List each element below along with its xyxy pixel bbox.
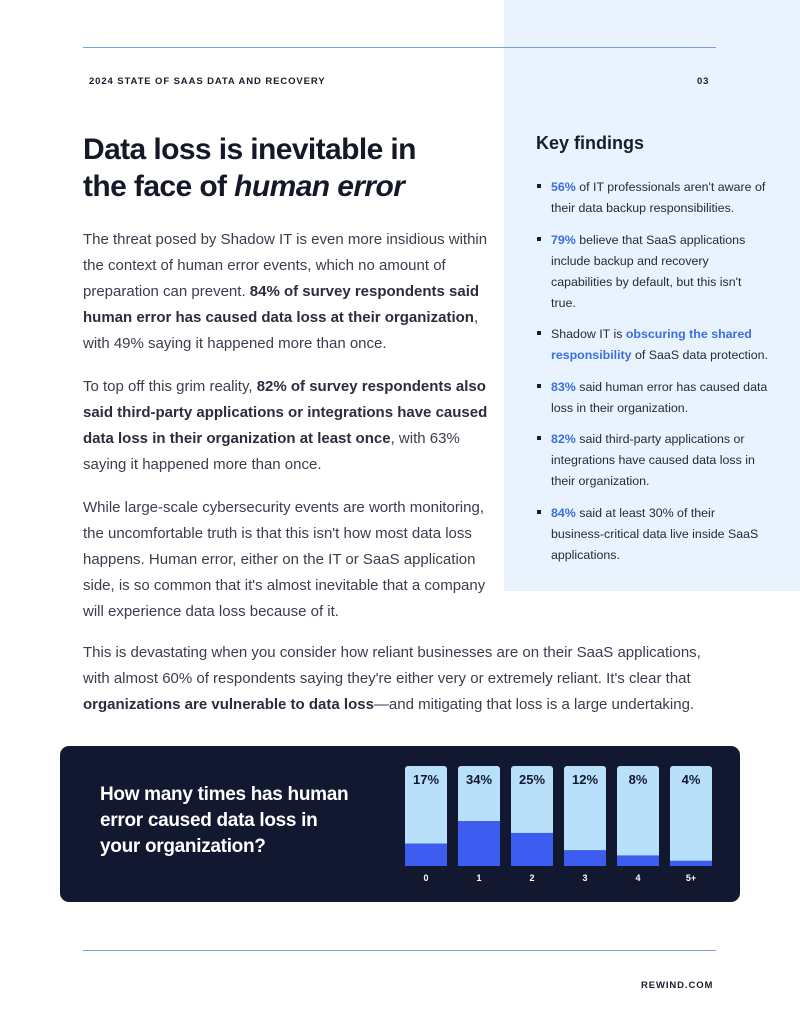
headline-line-2: the face of [83,170,235,203]
finding-item: Shadow IT is obscuring the shared responsibility of SaaS data protection. [537,324,769,366]
p4-tail: —and mitigating that loss is a large undertaking. [373,696,695,713]
finding-highlight: 82% [551,432,576,446]
p1-text: The threat posed by Shadow IT is even more insidious within the context of human error events, which no amount of preparation can prevent. [83,231,488,300]
p1-tail: , with 49% saying it happened more than once. [83,309,479,352]
x-tick-label: 2 [529,873,535,883]
footer-site: REWIND.COM [641,980,714,991]
bar-5+ [670,861,712,866]
finding-highlight: 84% [551,505,576,520]
headline-emphasis: human error [234,170,405,203]
finding-highlight: 79% [551,232,576,247]
bar-chart [405,764,725,889]
paragraph-1 [83,227,493,357]
report-title: 2024 STATE OF SAAS DATA AND RECOVERY [89,76,326,87]
paragraph-3: While large-scale cybersecurity events are worth monitoring, the uncomfortable truth is that this isn't how most data loss happens. Human error, either on the IT or SaaS application side, is so common that it's almost inevitable that a company will experience data loss because of it. [83,499,486,620]
key-findings-title: Key findings [536,133,645,153]
finding-highlight: 56% [551,180,576,194]
bar-value-label: 17% [412,772,440,787]
body-text [83,227,493,642]
key-findings-list [537,177,769,576]
x-tick-label: 0 [423,873,429,883]
bar-value-label: 4% [681,772,701,787]
bar-4 [617,855,659,866]
paragraph-2 [83,374,493,478]
p4-text: This is devastating when you consider how reliant businesses are on their SaaS applications, with almost 60% of respondents saying they're either very or extremely reliant. It's clear that [83,644,701,687]
finding-item: 56% of IT professionals aren't aware of their data backup responsibilities. [537,177,769,219]
p2-text: To top off this grim reality, [83,378,257,395]
bar-value-label: 25% [518,772,546,787]
p2-bold: 82% of survey respondents also said third-party applications or integrations have caused data loss in their organization at least once [83,378,488,447]
page-number: 03 [697,76,710,87]
bar-value-label: 34% [465,772,493,787]
finding-item: 79% believe that SaaS applications include backup and recovery capabilities by default, but this isn't true. [537,230,769,314]
chart-title: How many times has human error caused data loss in your organization? [100,784,349,857]
page-headline [83,131,483,205]
x-tick-label: 3 [582,873,588,883]
chart-card [60,746,740,902]
p2-tail: , with 63% saying it happened more than once. [83,430,460,473]
bar-2 [511,833,553,866]
bar-3 [564,850,606,866]
headline-line-1: Data loss is inevitable in [83,133,416,166]
finding-item: 84% said at least 30% of their business-critical data live inside SaaS applications. [537,503,769,566]
finding-highlight: obscuring the shared responsibility [551,327,752,362]
finding-item: 82% said third-party applications or integrations have caused data loss in their organization. [537,429,769,492]
p1-bold: 84% of survey respondents said human error has caused data loss at their organization [83,283,480,326]
bar-value-label: 12% [571,772,599,787]
finding-item: 83% said human error has caused data loss in their organization. [537,377,769,419]
x-tick-label: 5+ [685,873,697,883]
top-divider [83,47,716,48]
bar-1 [458,821,500,866]
bar-value-label: 8% [628,772,648,787]
bar-0 [405,844,447,867]
p4-bold: organizations are vulnerable to data loss [83,696,374,713]
paragraph-4 [83,640,713,718]
x-tick-label: 1 [476,873,482,883]
x-tick-label: 4 [635,873,641,883]
bottom-divider [83,950,716,951]
finding-highlight: 83% [551,379,576,394]
